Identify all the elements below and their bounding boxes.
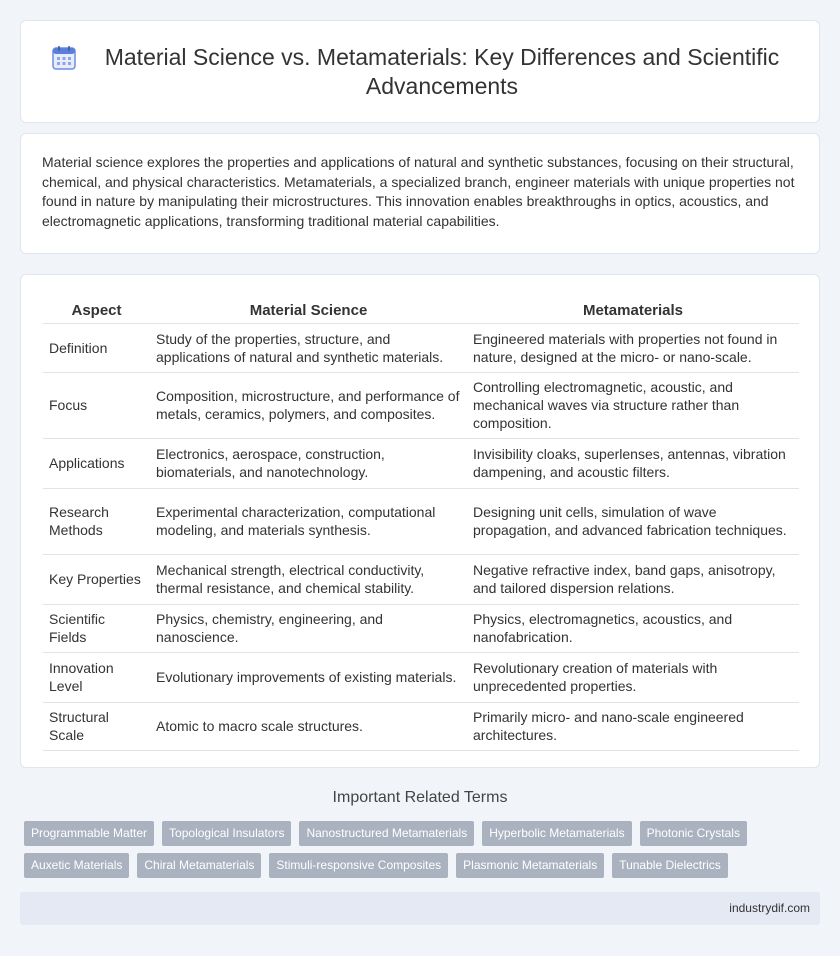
tag-plasmonic-metamaterials[interactable]: Plasmonic Metamaterials — [456, 853, 604, 878]
metamaterials-cell: Revolutionary creation of materials with unprecedented properties. — [467, 652, 799, 702]
tag-auxetic-materials[interactable]: Auxetic Materials — [24, 853, 129, 878]
header-card — [20, 20, 820, 123]
tag-programmable-matter[interactable]: Programmable Matter — [24, 821, 154, 846]
table-row — [43, 554, 799, 604]
tag-nanostructured-metamaterials[interactable]: Nanostructured Metamaterials — [299, 821, 474, 846]
comparison-table-card — [20, 274, 820, 768]
tag-hyperbolic-metamaterials[interactable]: Hyperbolic Metamaterials — [482, 821, 631, 846]
page-title: Material Science vs. Metamaterials: Key Differences and Scientific Advancements — [104, 43, 780, 99]
material-science-cell: Study of the properties, structure, and applications of natural and synthetic materials. — [150, 323, 467, 372]
aspect-cell: Focus — [43, 372, 150, 438]
table-row — [43, 702, 799, 750]
metamaterials-cell: Invisibility cloaks, superlenses, antennas, vibration dampening, and acoustic filters. — [467, 438, 799, 488]
related-terms-tags — [24, 821, 824, 885]
material-science-cell: Mechanical strength, electrical conductivity, thermal resistance, and chemical stability. — [150, 554, 467, 604]
comparison-table — [43, 295, 799, 751]
intro-text: Material science explores the properties and applications of natural and synthetic substances, focusing on their structural, chemical, and physical characteristics. Metamaterials, a specialized branch, engineer materials with unique properties not found in nature by manipulating their microstructures. This innovation enables breakthroughs in optics, acoustics, and electromagnetic applications, transforming traditional material capabilities. — [42, 154, 795, 229]
intro-card — [20, 133, 820, 254]
footer-site[interactable]: industrydif.com — [729, 901, 810, 915]
aspect-cell: Innovation Level — [43, 652, 150, 702]
metamaterials-cell: Engineered materials with properties not found in nature, designed at the micro- or nano-scale. — [467, 323, 799, 372]
table-row — [43, 372, 799, 438]
material-science-cell: Composition, microstructure, and performance of metals, ceramics, polymers, and composites. — [150, 372, 467, 438]
metamaterials-cell: Designing unit cells, simulation of wave propagation, and advanced fabrication techniques. — [467, 488, 799, 554]
aspect-cell: Scientific Fields — [43, 604, 150, 652]
tag-topological-insulators[interactable]: Topological Insulators — [162, 821, 291, 846]
aspect-cell: Applications — [43, 438, 150, 488]
metamaterials-cell: Physics, electromagnetics, acoustics, and nanofabrication. — [467, 604, 799, 652]
material-science-cell: Physics, chemistry, engineering, and nanoscience. — [150, 604, 467, 652]
table-row — [43, 323, 799, 372]
aspect-cell: Key Properties — [43, 554, 150, 604]
table-row — [43, 438, 799, 488]
tag-row — [24, 853, 824, 878]
metamaterials-cell: Primarily micro- and nano-scale engineered architectures. — [467, 702, 799, 750]
tag-tunable-dielectrics[interactable]: Tunable Dielectrics — [612, 853, 728, 878]
aspect-cell: Structural Scale — [43, 702, 150, 750]
tag-row — [24, 821, 824, 846]
material-science-cell: Electronics, aerospace, construction, biomaterials, and nanotechnology. — [150, 438, 467, 488]
calendar-icon — [51, 45, 77, 71]
aspect-cell: Research Methods — [43, 488, 150, 554]
aspect-cell: Definition — [43, 323, 150, 372]
tag-chiral-metamaterials[interactable]: Chiral Metamaterials — [137, 853, 261, 878]
metamaterials-cell: Controlling electromagnetic, acoustic, and mechanical waves via structure rather than composition. — [467, 372, 799, 438]
table-row — [43, 652, 799, 702]
tag-stimuli-responsive-composites[interactable]: Stimuli-responsive Composites — [269, 853, 448, 878]
table-row — [43, 604, 799, 652]
header-aspect: Aspect — [43, 295, 150, 323]
material-science-cell: Evolutionary improvements of existing materials. — [150, 652, 467, 702]
footer — [20, 892, 820, 925]
material-science-cell: Atomic to macro scale structures. — [150, 702, 467, 750]
table-header-row — [43, 295, 799, 323]
table-row — [43, 488, 799, 554]
tag-photonic-crystals[interactable]: Photonic Crystals — [640, 821, 747, 846]
header-metamaterials: Metamaterials — [467, 295, 799, 323]
related-terms-title: Important Related Terms — [332, 789, 508, 806]
material-science-cell: Experimental characterization, computational modeling, and materials synthesis. — [150, 488, 467, 554]
header-material-science: Material Science — [150, 295, 467, 323]
metamaterials-cell: Negative refractive index, band gaps, anisotropy, and tailored dispersion relations. — [467, 554, 799, 604]
